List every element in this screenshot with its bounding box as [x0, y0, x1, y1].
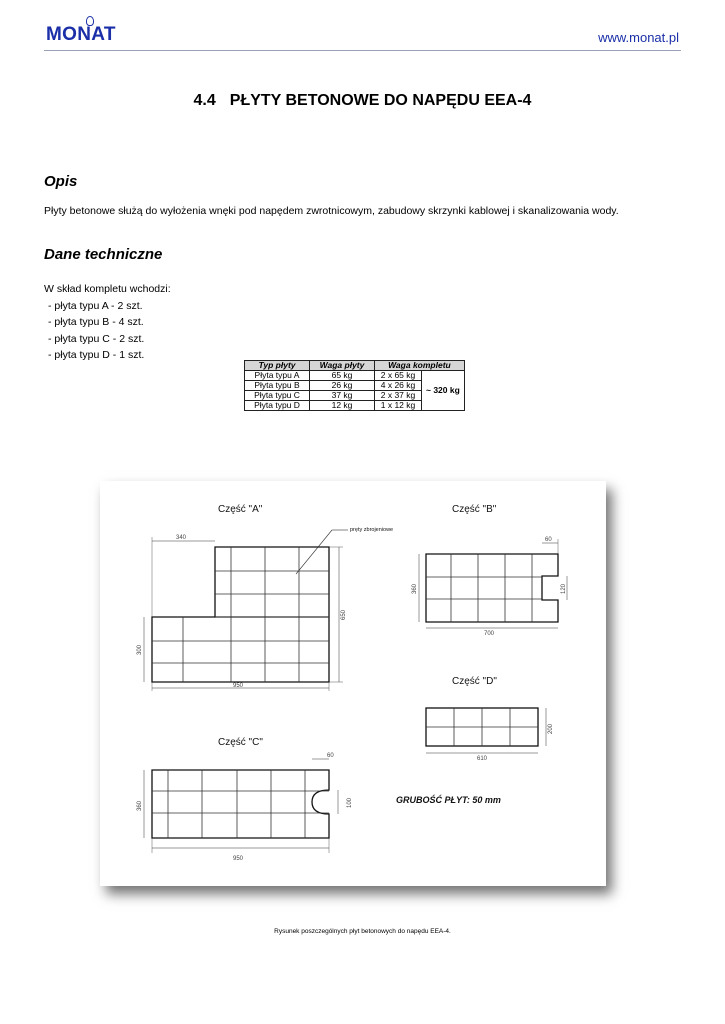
section-title: PŁYTY BETONOWE DO NAPĘDU EEA-4 [229, 92, 532, 109]
part-d-plate [426, 708, 546, 753]
part-b-label: Część "B" [452, 504, 497, 515]
dim-b-notch-h: 120 [561, 583, 567, 594]
opis-heading: Opis [44, 173, 78, 190]
dim-b-notch-w: 60 [545, 537, 552, 543]
dim-a-left: 300 [137, 644, 143, 655]
table-cell: 1 x 12 kg [375, 401, 422, 411]
kit-intro: W skład kompletu wchodzi: [44, 283, 171, 295]
table-row [245, 371, 465, 381]
table-header-cell: Waga płyty [310, 361, 375, 371]
table-header-row [245, 361, 465, 371]
list-item: - płyta typu D - 1 szt. [48, 349, 145, 361]
logo: MONAT [46, 24, 116, 45]
page-title [0, 92, 725, 110]
dim-b-left: 360 [412, 583, 418, 594]
dim-a-bottom: 950 [233, 683, 244, 689]
opis-text: Płyty betonowe służą do wyłożenia wnęki pod napędem zwrotnicowym, zabudowy skrzynki kablowej i skanalizowania wody. [44, 205, 619, 217]
table-cell: 12 kg [310, 401, 375, 411]
part-a-plate [144, 530, 348, 691]
dim-a-top: 340 [176, 535, 187, 541]
drawing-canvas [100, 481, 606, 886]
table-cell: 26 kg [310, 381, 375, 391]
dane-heading: Dane techniczne [44, 246, 163, 263]
dim-d-right: 200 [548, 723, 554, 734]
table-total-cell: ~ 320 kg [422, 371, 465, 411]
website-link[interactable]: www.monat.pl [598, 30, 679, 45]
list-item: - płyta typu B - 4 szt. [48, 316, 144, 328]
part-a-label: Część "A" [218, 504, 263, 515]
section-number: 4.4 [193, 92, 216, 109]
dim-c-bottom: 950 [233, 856, 244, 862]
list-item: - płyta typu A - 2 szt. [48, 299, 143, 312]
list-item: - płyta typu C - 2 szt. [48, 332, 145, 345]
table-cell: 65 kg [310, 371, 375, 381]
dim-d-bottom: 610 [477, 756, 488, 762]
table-cell: 2 x 37 kg [375, 391, 422, 401]
rebar-label: pręty zbrojeniowe [350, 527, 394, 533]
table-cell: 2 x 65 kg [375, 371, 422, 381]
table-cell: 37 kg [310, 391, 375, 401]
kit-list [44, 281, 171, 364]
part-b-plate [419, 539, 567, 628]
thickness-note: GRUBOŚĆ PŁYT: 50 mm [396, 795, 501, 805]
part-d-label: Część "D" [452, 676, 497, 687]
figure-caption: Rysunek poszczególnych płyt betonowych do napędu EEA-4. [274, 928, 451, 935]
dim-c-notch-h: 100 [347, 797, 353, 808]
part-c-label: Część "C" [218, 737, 263, 748]
table-cell: Płyta typu A [245, 371, 310, 381]
table-cell: Płyta typu D [245, 401, 310, 411]
dim-a-right: 650 [341, 609, 347, 620]
table-cell: Płyta typu B [245, 381, 310, 391]
technical-drawing [100, 481, 606, 886]
header-divider [44, 50, 681, 51]
table-cell: Płyta typu C [245, 391, 310, 401]
table-header-cell: Waga kompletu [375, 361, 465, 371]
dim-b-bottom: 700 [484, 631, 495, 637]
dim-c-left: 360 [137, 800, 143, 811]
dim-c-notch-w: 60 [327, 753, 334, 759]
table-header-cell: Typ płyty [245, 361, 310, 371]
logo-mark-icon [86, 16, 94, 26]
part-c-plate [144, 759, 338, 853]
table-cell: 4 x 26 kg [375, 381, 422, 391]
weight-table [244, 360, 465, 411]
